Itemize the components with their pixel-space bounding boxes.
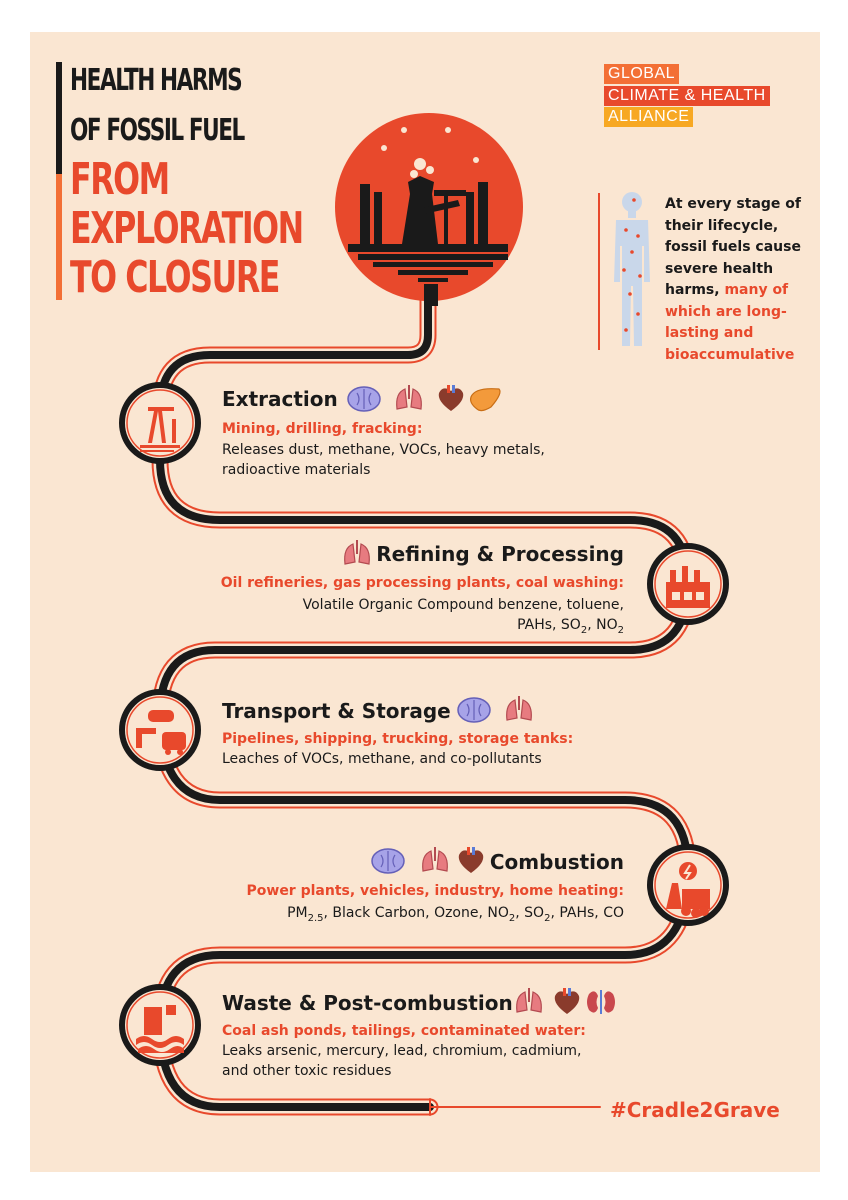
logo-line-3: ALLIANCE xyxy=(604,107,693,127)
lifecycle-summary: At every stage of their lifecycle, fossil fuels cause severe health harms, xyxy=(665,196,801,298)
heart-icon xyxy=(439,385,464,411)
combustion-desc-d: , PAHs, CO xyxy=(550,905,624,921)
logo-line-2: CLIMATE & HEALTH xyxy=(604,86,770,106)
lungs-icon xyxy=(345,540,370,564)
refining-subtitle: Oil refineries, gas processing plants, coal washing: xyxy=(220,575,624,591)
transport-organs xyxy=(457,694,541,726)
combustion-desc-sub3: 2 xyxy=(544,912,551,924)
extraction-title: Extraction xyxy=(222,387,338,411)
refining-desc-2 xyxy=(517,615,624,641)
title-line-5: TO CLOSURE xyxy=(70,252,279,303)
refining-desc-2b: , NO xyxy=(587,617,618,633)
side-divider xyxy=(598,193,600,350)
waste-desc-2: and other toxic residues xyxy=(222,1063,392,1079)
extraction-stage-icon xyxy=(118,381,202,465)
combustion-desc-c: , SO xyxy=(515,905,545,921)
title-accent-bar-orange xyxy=(56,174,62,300)
title-line-4: EXPLORATION xyxy=(70,203,303,254)
title-line-2: OF FOSSIL FUEL xyxy=(70,113,244,148)
kidneys-icon xyxy=(587,990,615,1014)
lifecycle-summary-highlight: many of which are long-lasting and bioaccumulative xyxy=(665,282,795,363)
extraction-desc-2: radioactive materials xyxy=(222,462,371,478)
combustion-desc-a: PM xyxy=(287,905,308,921)
transport-stage-icon xyxy=(118,688,202,772)
combustion-desc xyxy=(287,903,624,929)
heart-icon xyxy=(459,847,484,873)
combustion-title: Combustion xyxy=(489,850,624,874)
lungs-icon xyxy=(507,696,532,720)
transport-desc-1: Leaches of VOCs, methane, and co-pollutants xyxy=(222,751,542,767)
title-line-3: FROM xyxy=(70,154,169,205)
transport-subtitle: Pipelines, shipping, trucking, storage tanks: xyxy=(222,731,574,747)
combustion-desc-b: , Black Carbon, Ozone, NO xyxy=(323,905,509,921)
combustion-stage-icon xyxy=(646,843,730,927)
lungs-icon xyxy=(423,847,448,871)
title-line-1: HEALTH HARMS xyxy=(70,63,242,98)
extraction-subtitle: Mining, drilling, fracking: xyxy=(222,421,423,437)
hashtag[interactable]: #Cradle2Grave xyxy=(610,1098,780,1122)
extraction-organs xyxy=(347,383,507,415)
transport-title: Transport & Storage xyxy=(222,699,451,723)
refining-stage-icon xyxy=(646,542,730,626)
lifecycle-summary-text xyxy=(665,194,810,366)
combustion-organs xyxy=(371,845,491,877)
refinery-hero-illustration xyxy=(318,112,538,312)
brain-icon xyxy=(348,387,380,411)
refining-desc-2a: PAHs, SO xyxy=(517,617,581,633)
extraction-desc-1: Releases dust, methane, VOCs, heavy metals, xyxy=(222,442,545,458)
waste-stage-icon xyxy=(118,983,202,1067)
combustion-subtitle: Power plants, vehicles, industry, home heating: xyxy=(246,883,624,899)
refining-organs xyxy=(341,538,375,570)
title-accent-bar xyxy=(56,62,62,174)
brain-icon xyxy=(372,849,404,873)
waste-desc-1: Leaks arsenic, mercury, lead, chromium, cadmium, xyxy=(222,1043,582,1059)
refining-desc-2-sub2: 2 xyxy=(617,624,624,636)
waste-subtitle: Coal ash ponds, tailings, contaminated water: xyxy=(222,1023,586,1039)
heart-icon xyxy=(555,988,580,1014)
waste-title: Waste & Post-combustion xyxy=(222,991,513,1015)
refining-title: Refining & Processing xyxy=(376,542,624,566)
human-body-icon xyxy=(604,190,660,352)
refining-desc-2-sub1: 2 xyxy=(580,624,588,636)
logo-line-1: GLOBAL xyxy=(604,64,679,84)
liver-icon xyxy=(471,389,500,411)
brain-icon xyxy=(458,698,490,722)
lungs-icon xyxy=(397,385,422,409)
waste-organs xyxy=(513,986,633,1018)
combustion-desc-sub2: 2 xyxy=(508,912,516,924)
refining-desc-1: Volatile Organic Compound benzene, toluene, xyxy=(302,597,624,613)
lungs-icon xyxy=(517,988,542,1012)
combustion-desc-sub1: 2.5 xyxy=(307,912,324,924)
